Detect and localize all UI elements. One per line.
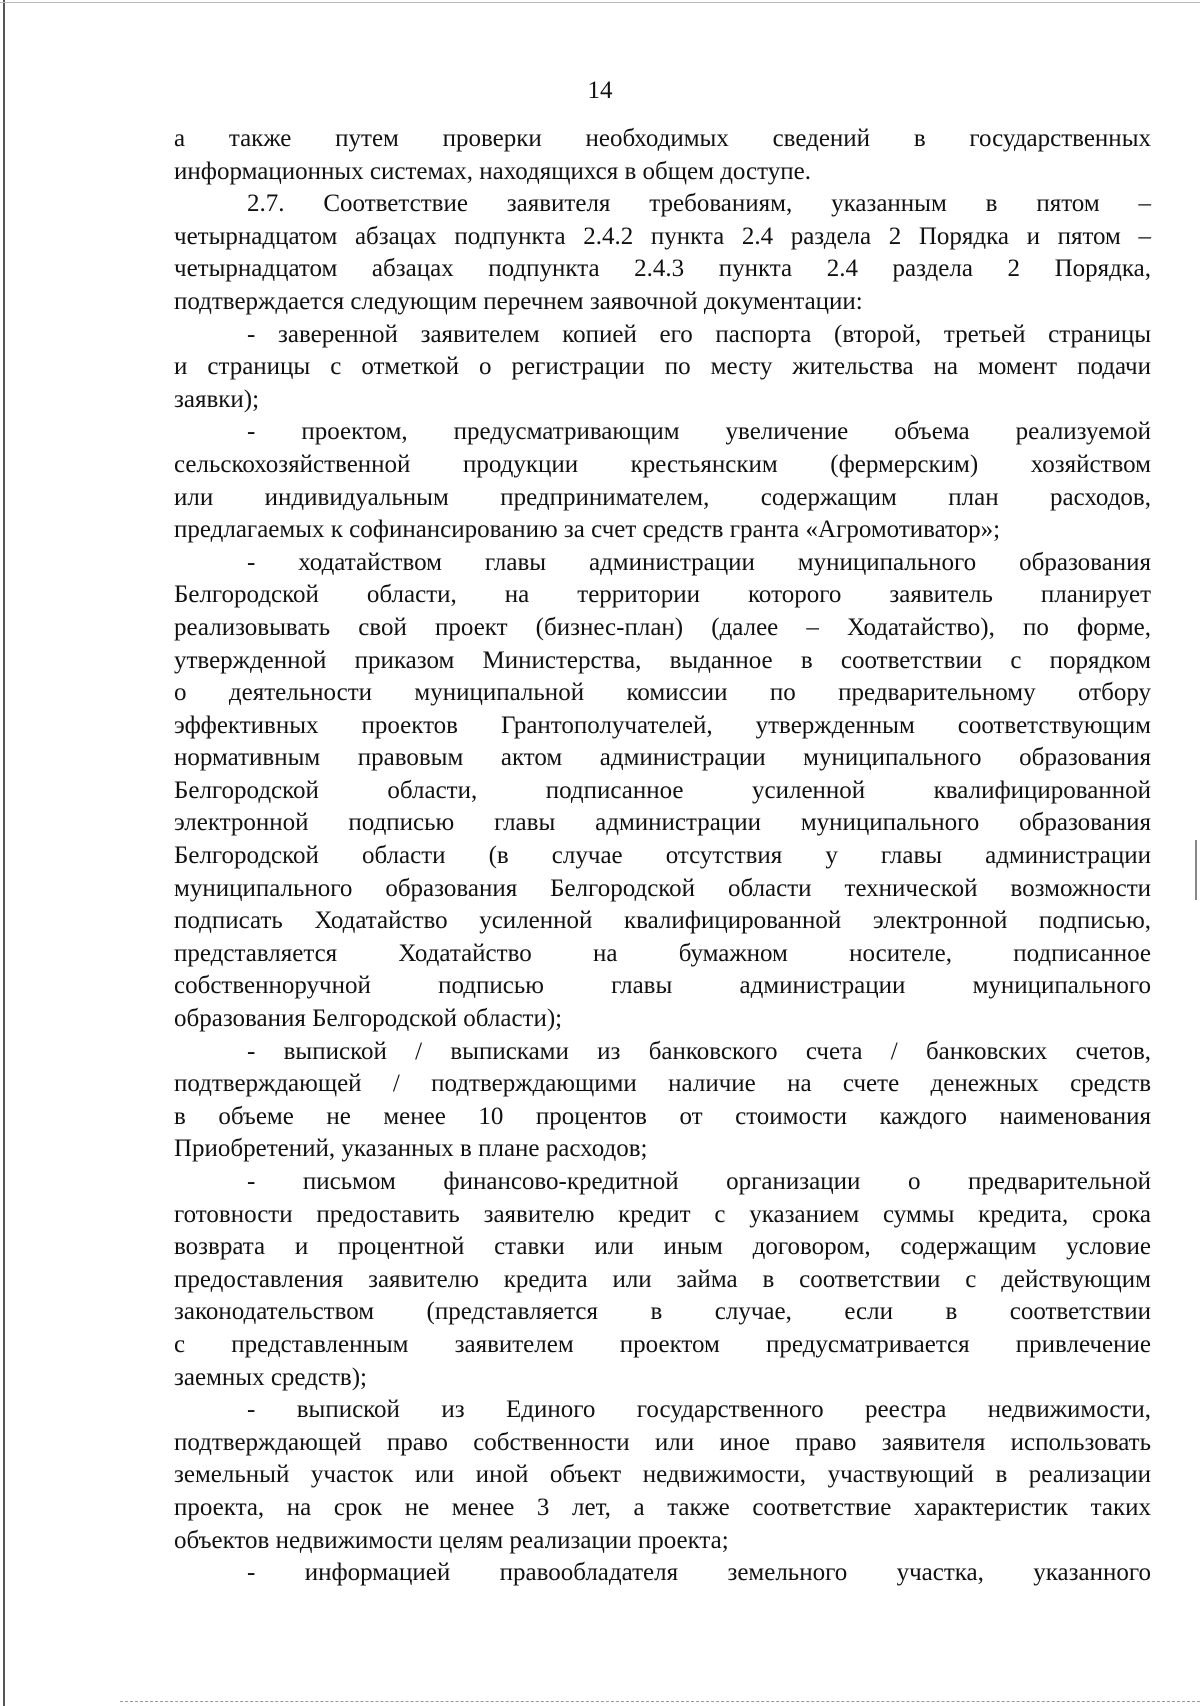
text-line: собственноручной подписью главы администрации муниципального <box>174 972 1151 1000</box>
scan-bottom-edge <box>120 1701 1200 1703</box>
document-body <box>174 123 1151 1590</box>
text-line: с представленным заявителем проектом предусматривается привлечение <box>174 1330 1151 1358</box>
text-line: - выпиской / выписками из банковского счета / банковских счетов, <box>247 1037 1151 1065</box>
text-line: возврата и процентной ставки или иным договором, содержащим условие <box>174 1233 1151 1261</box>
text-line: - информацией правообладателя земельного участка, указанного <box>247 1559 1151 1587</box>
text-line: - письмом финансово-кредитной организации о предварительной <box>247 1168 1151 1195</box>
text-line: заявки); <box>174 385 260 413</box>
text-line: образования Белгородской области); <box>174 1005 563 1033</box>
text-line: земельный участок или иной объект недвижимости, участвующий в реализации <box>174 1461 1151 1489</box>
text-line: - ходатайством главы администрации муниципального образования <box>247 548 1151 576</box>
text-line: подтверждающей / подтверждающими наличие на счете денежных средств <box>174 1070 1151 1098</box>
text-line: Белгородской области (в случае отсутствия у главы администрации <box>174 842 1151 870</box>
scan-left-edge <box>3 0 5 1706</box>
text-line: готовности предоставить заявителю кредит с указанием суммы кредита, срока <box>174 1200 1151 1228</box>
page-number: 14 <box>587 77 613 104</box>
scan-top-edge <box>0 2 1200 3</box>
text-line: или индивидуальным предпринимателем, содержащим план расходов, <box>174 483 1151 511</box>
text-line: и страницы с отметкой о регистрации по месту жительства на момент подачи <box>174 353 1151 381</box>
text-line: подтверждающей право собственности или иное право заявителя использовать <box>174 1428 1151 1456</box>
text-line: предлагаемых к софинансированию за счет средств гранта «Агромотиватор»; <box>174 516 1001 544</box>
text-line: о деятельности муниципальной комиссии по предварительному отбору <box>174 679 1151 707</box>
text-line: электронной подписью главы администрации муниципального образования <box>174 809 1151 837</box>
text-line: сельскохозяйственной продукции крестьянским (фермерским) хозяйством <box>174 450 1151 478</box>
text-line: Белгородской области, подписанное усиленной квалифицированной <box>174 776 1151 804</box>
text-line: подтверждается следующим перечнем заявочной документации: <box>174 287 863 315</box>
text-line: 2.7. Соответствие заявителя требованиям, указанным в пятом – <box>247 190 1151 218</box>
text-line: проекта, на срок не менее 3 лет, а также соответствие характеристик таких <box>174 1493 1151 1521</box>
text-line: заемных средств); <box>174 1363 367 1391</box>
text-line: муниципального образования Белгородской области технической возможности <box>174 874 1151 902</box>
text-line: законодательством (представляется в случае, если в соответствии <box>174 1298 1151 1326</box>
text-line: реализовывать свой проект (бизнес-план) (далее – Ходатайство), по форме, <box>174 613 1151 641</box>
text-line: предоставления заявителю кредита или займа в соответствии с действующим <box>174 1265 1151 1293</box>
text-line: Приобретений, указанных в плане расходов; <box>174 1135 648 1163</box>
text-line: а также путем проверки необходимых сведений в государственных <box>174 125 1151 152</box>
scan-right-mark <box>1195 840 1197 900</box>
text-line: представляется Ходатайство на бумажном носителе, подписанное <box>174 939 1151 967</box>
text-line: в объеме не менее 10 процентов от стоимости каждого наименования <box>174 1102 1151 1130</box>
text-line: четырнадцатом абзацах подпункта 2.4.3 пункта 2.4 раздела 2 Порядка, <box>174 255 1151 283</box>
text-line: объектов недвижимости целям реализации проекта; <box>174 1526 729 1554</box>
text-line: эффективных проектов Грантополучателей, утвержденным соответствующим <box>174 711 1151 739</box>
text-line: нормативным правовым актом администрации муниципального образования <box>174 744 1151 772</box>
text-line: подписать Ходатайство усиленной квалифицированной электронной подписью, <box>174 907 1151 935</box>
text-line: информационных системах, находящихся в общем доступе. <box>174 157 811 185</box>
text-line: четырнадцатом абзацах подпункта 2.4.2 пункта 2.4 раздела 2 Порядка и пятом – <box>174 222 1151 250</box>
text-line: - заверенной заявителем копией его паспорта (второй, третьей страницы <box>247 320 1151 348</box>
text-line: Белгородской области, на территории которого заявитель планирует <box>174 581 1151 609</box>
text-line: утвержденной приказом Министерства, выданное в соответствии с порядком <box>174 646 1151 674</box>
text-line: - выпиской из Единого государственного реестра недвижимости, <box>247 1396 1151 1424</box>
text-line: - проектом, предусматривающим увеличение объема реализуемой <box>247 418 1151 446</box>
